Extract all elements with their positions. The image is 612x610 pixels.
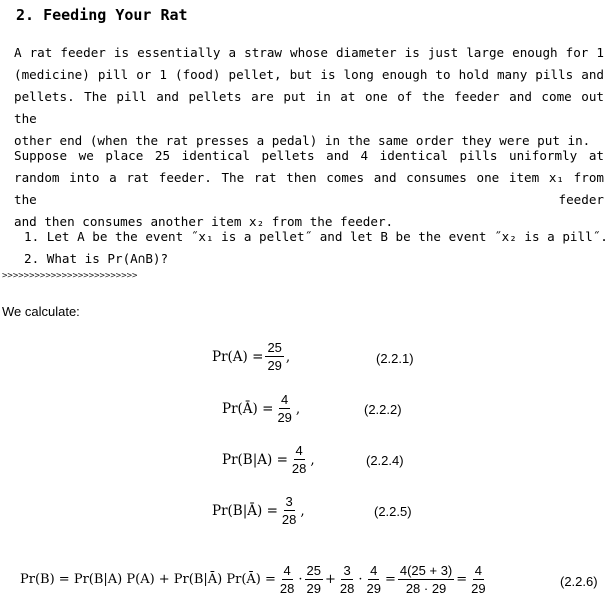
eq5-dot-1: · xyxy=(298,572,303,587)
eq5-f3-denominator: 28 xyxy=(339,581,355,596)
eq5-f1-denominator: 28 xyxy=(279,581,295,596)
eq5-lhs: Pr(B) = Pr(B|A) P(A) + Pr(B|Ā) Pr(Ā) = xyxy=(20,572,276,587)
eq5-fraction-2 xyxy=(305,563,323,596)
paragraph-rat-feeder-last-line: other end (when the rat presses a pedal) in the same order they were put in. xyxy=(14,133,591,148)
eq4-denominator: 28 xyxy=(281,512,297,527)
paragraph-setup xyxy=(14,145,604,233)
eq5-f6-numerator: 4 xyxy=(474,563,483,578)
paragraph-rat-feeder-body: A rat feeder is essentially a straw whose diameter is just large enough for 1 (medicine) pill or 1 (food) pellet, but is long enough to hold many pills and pellets. The pill and pellets are put in at one of the feeder and come out the xyxy=(14,45,604,126)
eq4-fraction xyxy=(280,494,298,527)
eq5-equals-a: = xyxy=(384,572,396,587)
eq5-equals-b: = xyxy=(456,572,468,587)
equation-number-2-2-6: (2.2.6) xyxy=(560,574,598,589)
eq5-dot-2: · xyxy=(358,572,363,587)
eq3-numerator: 4 xyxy=(295,443,303,458)
eq5-fraction-1 xyxy=(278,563,296,596)
eq1-fraction xyxy=(265,340,283,373)
solution-intro: We calculate: xyxy=(2,304,80,319)
question-list xyxy=(24,226,608,270)
paragraph-setup-body: Suppose we place 25 identical pellets and 4 identical pills uniformly at random into a rat feeder. The rat then comes and consumes one item x₁ from the feeder xyxy=(14,148,604,207)
eq5-fraction-5 xyxy=(398,563,454,596)
section-heading: 2. Feeding Your Rat xyxy=(16,6,188,24)
eq5-f3-numerator: 3 xyxy=(343,563,351,578)
eq2-comma: , xyxy=(295,400,301,417)
equation-number-2-2-4: (2.2.4) xyxy=(366,453,404,468)
eq2-lhs: Pr(Ā) = xyxy=(222,400,274,417)
eq3-comma: , xyxy=(310,451,315,468)
eq5-fraction-6 xyxy=(469,563,487,596)
equation-number-2-2-1: (2.2.1) xyxy=(376,351,414,366)
eq5-f1-numerator: 4 xyxy=(283,563,291,578)
eq4-comma: , xyxy=(300,502,305,519)
paragraph-setup-last-line: and then consumes another item x₂ from the feeder. xyxy=(14,214,394,229)
eq4-numerator: 3 xyxy=(285,494,293,509)
eq2-denominator: 29 xyxy=(277,410,292,425)
eq5-plus: + xyxy=(324,572,336,587)
eq5-f4-denominator: 29 xyxy=(366,581,381,596)
eq4-lhs: Pr(B|Ā) = xyxy=(212,502,278,519)
eq1-denominator: 29 xyxy=(267,358,282,373)
equation-2-2-5 xyxy=(212,494,305,527)
equation-2-2-2 xyxy=(222,392,300,425)
eq1-numerator: 25 xyxy=(267,340,282,355)
eq1-comma: , xyxy=(285,348,291,365)
eq3-fraction xyxy=(290,443,308,476)
eq1-lhs: Pr(A) = xyxy=(212,348,264,365)
eq5-f6-denominator: 29 xyxy=(471,581,486,596)
equation-number-2-2-2: (2.2.2) xyxy=(364,402,402,417)
eq5-f4-numerator: 4 xyxy=(370,563,378,578)
eq5-f2-denominator: 29 xyxy=(306,581,321,596)
equation-2-2-6 xyxy=(20,563,490,596)
question-item-2: 2. What is Pr(A∩B)? xyxy=(24,251,169,266)
eq3-denominator: 28 xyxy=(291,461,307,476)
divider-arrows: >>>>>>>>>>>>>>>>>>>>>>>>> xyxy=(2,271,138,281)
equation-2-2-1 xyxy=(212,340,290,373)
eq5-fraction-3 xyxy=(338,563,356,596)
question-item-1: 1. Let A be the event ˝x₁ is a pellet˝ and let B be the event ˝x₂ is a pill˝. xyxy=(24,229,608,244)
eq2-numerator: 4 xyxy=(281,392,289,407)
equation-2-2-4 xyxy=(222,443,315,476)
paragraph-rat-feeder xyxy=(14,42,604,152)
eq3-lhs: Pr(B|A) = xyxy=(222,451,288,468)
eq5-fraction-4 xyxy=(364,563,382,596)
equation-number-2-2-5: (2.2.5) xyxy=(374,504,412,519)
eq5-f5-numerator: 4(25 + 3) xyxy=(399,563,453,578)
eq5-f5-denominator: 28 · 29 xyxy=(405,581,447,596)
eq5-f2-numerator: 25 xyxy=(306,563,321,578)
eq2-fraction xyxy=(275,392,293,425)
